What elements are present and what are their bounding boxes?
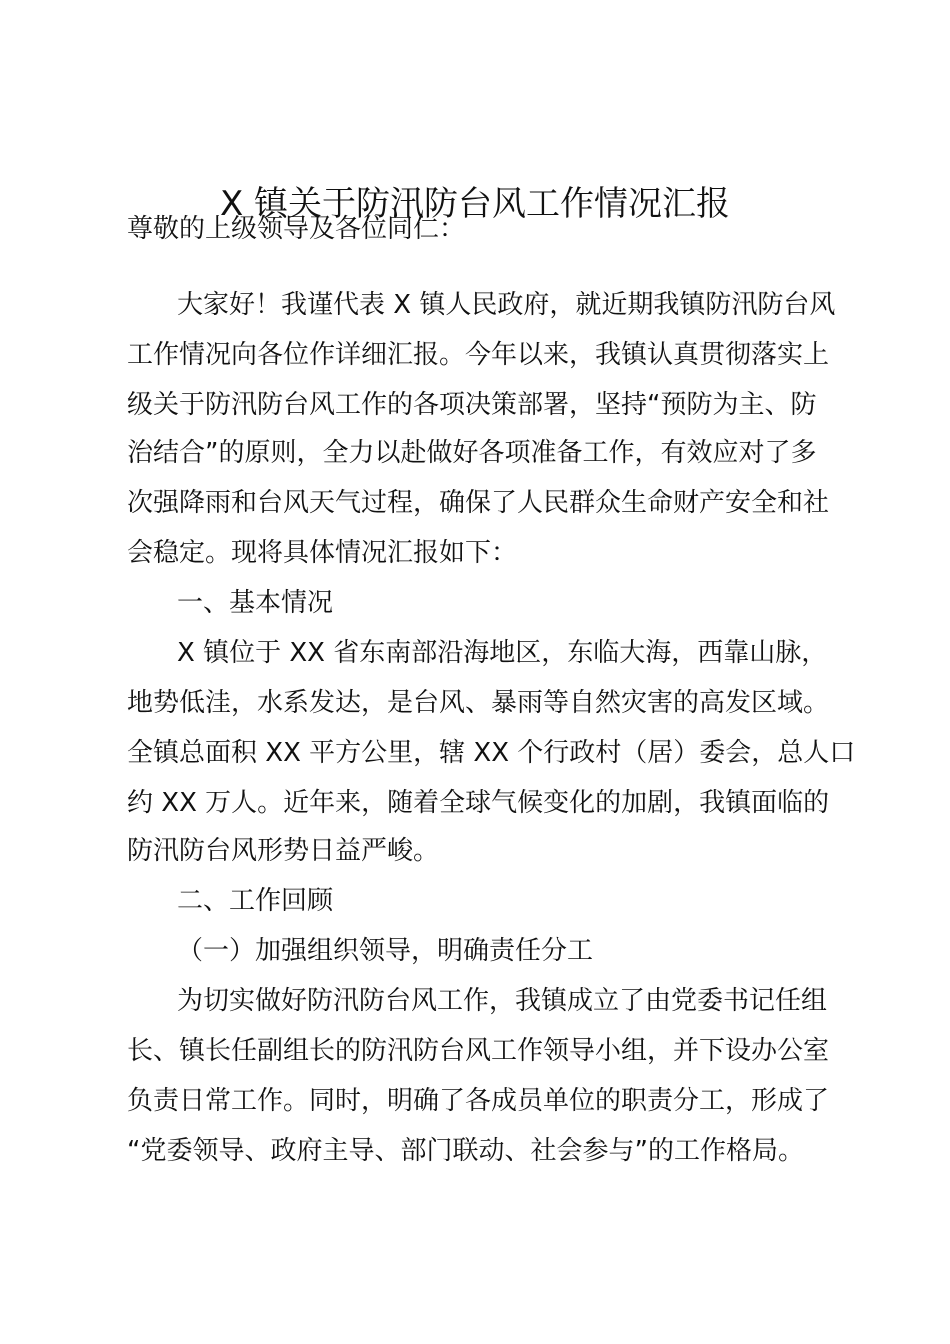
- paragraph2-line1: X 镇位于 XX 省东南部沿海地区，东临大海，西靠山脉，: [177, 638, 828, 668]
- salutation: 尊敬的上级领导及各位同仁：: [127, 214, 466, 244]
- paragraph2-line5: 防汛防台风形势日益严峻。: [127, 836, 440, 866]
- paragraph1-line5: 次强降雨和台风天气过程，确保了人民群众生命财产安全和社: [127, 488, 830, 518]
- paragraph2-line4: 约 XX 万人。近年来，随着全球气候变化的加剧，我镇面临的: [127, 788, 830, 818]
- paragraph2-line2: 地势低洼，水系发达，是台风、暴雨等自然灾害的高发区域。: [127, 688, 830, 718]
- paragraph3-line1: 为切实做好防汛防台风工作，我镇成立了由党委书记任组: [177, 986, 828, 1016]
- paragraph3-line2: 长、镇长任副组长的防汛防台风工作领导小组，并下设办公室: [127, 1036, 830, 1066]
- paragraph3-line3: 负责日常工作。同时，明确了各成员单位的职责分工，形成了: [127, 1086, 830, 1116]
- document-title: X 镇关于防汛防台风工作情况汇报: [219, 184, 731, 224]
- paragraph1-line4: 治结合”的原则，全力以赴做好各项准备工作，有效应对了多: [127, 438, 817, 468]
- section-heading-review: 二、工作回顾: [177, 886, 334, 916]
- subheading-organization: （一）加强组织领导，明确责任分工: [177, 936, 594, 966]
- paragraph3-line4: “党委领导、政府主导、部门联动、社会参与”的工作格局。: [127, 1136, 804, 1166]
- section-heading-basic: 一、基本情况: [177, 588, 334, 618]
- paragraph1-line3: 级关于防汛防台风工作的各项决策部署，坚持“预防为主、防: [127, 390, 817, 420]
- paragraph2-line3: 全镇总面积 XX 平方公里，辖 XX 个行政村（居）委会，总人口: [127, 738, 856, 768]
- paragraph1-line6: 会稳定。现将具体情况汇报如下：: [127, 538, 518, 568]
- paragraph1-line2: 工作情况向各位作详细汇报。今年以来，我镇认真贯彻落实上: [127, 340, 830, 370]
- paragraph1-line1: 大家好！我谨代表 X 镇人民政府，就近期我镇防汛防台风: [177, 290, 836, 320]
